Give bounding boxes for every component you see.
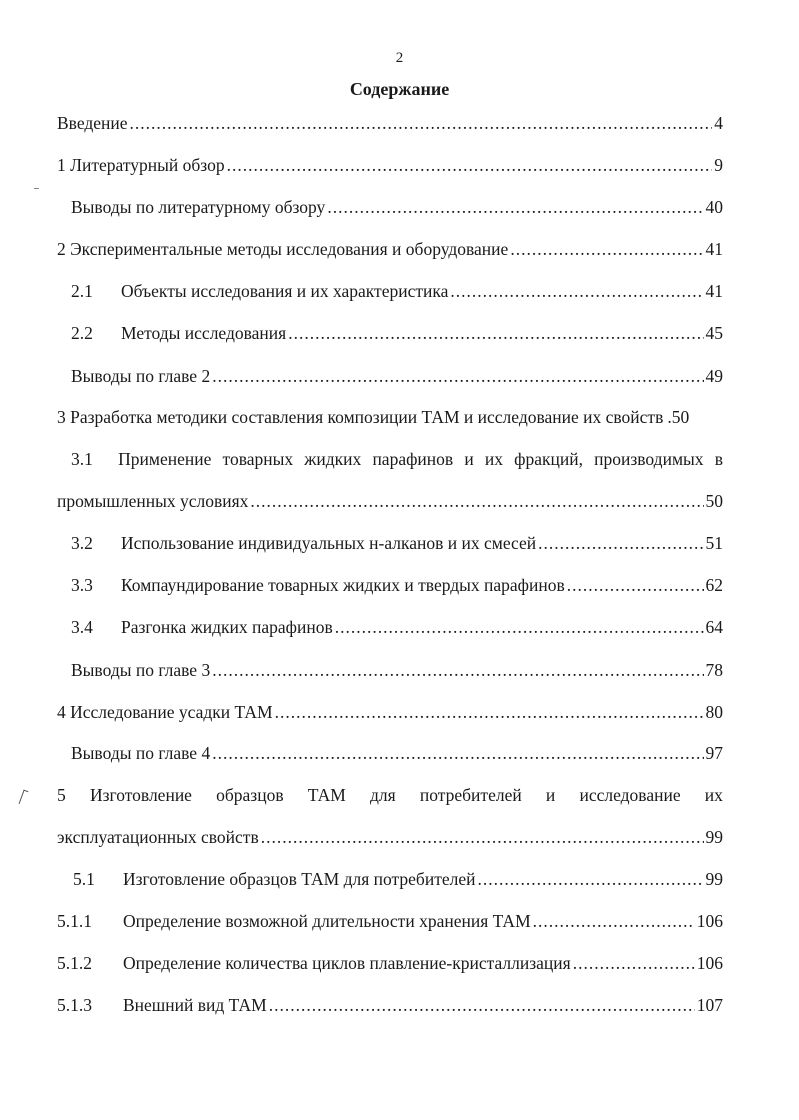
toc-entry-number: 5.1	[73, 869, 95, 889]
toc-entry-number: 3.4	[71, 617, 93, 637]
toc-word: их	[704, 785, 723, 805]
toc-word: образцов	[216, 785, 284, 805]
dot-leader	[533, 911, 695, 932]
toc-entry-page: 97	[705, 743, 723, 763]
toc-entry-text: 4 Исследование усадки ТАМ	[57, 702, 273, 722]
scan-mark	[34, 188, 39, 189]
toc-entry-number: 5.1.1	[57, 911, 92, 931]
toc-word: производимых	[594, 449, 704, 469]
toc-word: в	[714, 449, 723, 469]
toc-word: товарных	[222, 449, 294, 469]
toc-entry-text: 1 Литературный обзор	[57, 155, 225, 175]
toc-entry-number: 3.3	[71, 575, 93, 595]
toc-entry-section-3-2[interactable]	[71, 533, 723, 554]
toc-entry-number: 3.2	[71, 533, 93, 553]
toc-entry-text: промышленных условиях	[57, 491, 249, 511]
toc-entry-number: 3.1	[71, 449, 93, 469]
page-number: 2	[395, 50, 404, 66]
dot-leader	[327, 197, 703, 218]
dot-leader	[288, 323, 703, 344]
toc-entry-number: 5.1.3	[57, 995, 92, 1015]
toc-entry-page: 49	[705, 366, 723, 386]
toc-entry-section-3-1-cont[interactable]	[57, 491, 723, 512]
toc-entry-text: Компаундирование товарных жидких и твердых парафинов	[121, 575, 565, 595]
dot-leader	[450, 281, 703, 302]
toc-entry-introduction[interactable]	[57, 113, 723, 134]
dot-leader	[567, 575, 704, 596]
toc-entry-page: 80	[705, 702, 723, 722]
toc-entry-text: Методы исследования	[121, 323, 287, 343]
toc-entry-chapter-2[interactable]	[57, 239, 723, 260]
toc-entry-page: 64	[705, 617, 723, 637]
toc-entry-text: Определение возможной длительности хранения ТАМ	[123, 911, 531, 931]
toc-word: ТАМ	[307, 785, 346, 805]
toc-entry-page: 106	[696, 953, 723, 973]
dot-leader	[573, 953, 695, 974]
scan-mark	[19, 790, 29, 806]
toc-word: исследование	[579, 785, 681, 805]
toc-word: и	[464, 449, 474, 469]
toc-entry-section-2-1[interactable]	[71, 281, 723, 302]
dot-leader	[227, 155, 713, 176]
toc-entry-section-2-2[interactable]	[71, 323, 723, 344]
dot-leader	[478, 869, 704, 890]
toc-word: фракций,	[514, 449, 583, 469]
toc-entry-text: Определение количества циклов плавление-кристаллизация	[123, 953, 571, 973]
toc-entry-page: 99	[705, 827, 723, 847]
dot-leader	[250, 491, 703, 512]
toc-entry-text: Изготовление образцов ТАМ для потребителей	[123, 869, 476, 889]
dot-leader	[212, 366, 703, 387]
toc-entry-page: 41	[705, 239, 723, 259]
toc-entry-page: 45	[705, 323, 723, 343]
toc-entry-number: 5	[57, 785, 66, 805]
toc-entry-page: 50	[705, 491, 723, 511]
dot-leader	[538, 533, 703, 554]
dot-leader	[275, 702, 704, 723]
toc-word: и	[545, 785, 556, 805]
toc-entry-chapter-5[interactable]	[57, 785, 723, 806]
toc-word: потребителей	[419, 785, 522, 805]
toc-entry-conclusions-ch2[interactable]	[71, 366, 723, 387]
dot-leader	[510, 239, 703, 260]
toc-word: жидких	[304, 449, 362, 469]
toc-entry-section-3-3[interactable]	[71, 575, 723, 596]
toc-entry-text: Введение	[57, 113, 128, 133]
toc-entry-page: 62	[705, 575, 723, 595]
toc-entry-section-5-1-3[interactable]	[57, 995, 723, 1016]
toc-entry-text: Выводы по главе 2	[71, 366, 211, 386]
toc-entry-section-3-1[interactable]	[71, 449, 723, 470]
toc-entry-section-3-4[interactable]	[71, 617, 723, 638]
toc-word: Применение	[118, 449, 212, 469]
toc-entry-text: 2 Экспериментальные методы исследования и оборудование	[57, 239, 509, 259]
toc-entry-conclusions-ch3[interactable]	[71, 660, 723, 681]
toc-entry-page: 107	[696, 995, 723, 1015]
toc-entry-text: 3 Разработка методики составления композиции ТАМ и исследование их свойств	[57, 407, 664, 427]
toc-entry-text: Использование индивидуальных н-алканов и их смесей	[121, 533, 537, 553]
toc-entry-page: .50	[667, 407, 690, 427]
toc-entry-page: 9	[714, 155, 723, 175]
toc-entry-text: Выводы по литературному обзору	[71, 197, 326, 217]
toc-entry-text: Выводы по главе 3	[71, 660, 211, 680]
toc-entry-text: Выводы по главе 4	[71, 743, 211, 763]
toc-entry-conclusions-ch4[interactable]	[71, 743, 723, 764]
toc-word: для	[370, 785, 396, 805]
dot-leader	[212, 743, 703, 764]
dot-leader	[335, 617, 704, 638]
toc-entry-number: 2.2	[71, 323, 93, 343]
toc-entry-conclusions-review[interactable]	[71, 197, 723, 218]
toc-entry-chapter-3[interactable]	[57, 407, 723, 428]
toc-entry-page: 4	[714, 113, 723, 133]
toc-entry-number: 5.1.2	[57, 953, 92, 973]
toc-entry-chapter-5-cont[interactable]	[57, 827, 723, 848]
toc-word: их	[484, 449, 503, 469]
toc-entry-page: 106	[696, 911, 723, 931]
toc-entry-page: 41	[705, 281, 723, 301]
toc-entry-page: 78	[705, 660, 723, 680]
toc-entry-section-5-1-2[interactable]	[57, 953, 723, 974]
page-title: Содержание	[349, 79, 450, 99]
toc-entry-number: 2.1	[71, 281, 93, 301]
toc-entry-text: Разгонка жидких парафинов	[121, 617, 333, 637]
toc-word: Изготовление	[89, 785, 192, 805]
toc-entry-section-5-1[interactable]	[73, 869, 723, 890]
dot-leader	[261, 827, 704, 848]
dot-leader	[212, 660, 703, 681]
dot-leader	[130, 113, 713, 134]
toc-entry-page: 51	[705, 533, 723, 553]
toc-entry-chapter-4[interactable]	[57, 702, 723, 723]
toc-entry-text: Объекты исследования и их характеристика	[121, 281, 449, 301]
toc-entry-page: 99	[705, 869, 723, 889]
toc-entry-chapter-1[interactable]	[57, 155, 723, 176]
toc-word: парафинов	[372, 449, 454, 469]
toc-entry-text: Внешний вид ТАМ	[123, 995, 267, 1015]
toc-entry-text: эксплуатационных свойств	[57, 827, 259, 847]
toc-entry-section-5-1-1[interactable]	[57, 911, 723, 932]
dot-leader	[269, 995, 695, 1016]
toc-entry-page: 40	[705, 197, 723, 217]
